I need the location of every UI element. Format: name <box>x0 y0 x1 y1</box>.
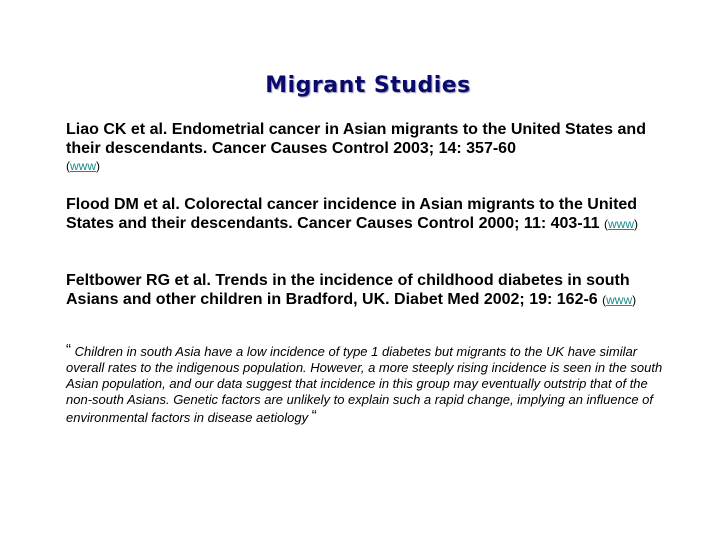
www-link[interactable]: www <box>606 293 633 307</box>
link-open-paren: ( <box>604 217 609 231</box>
reference-link-wrapper <box>602 293 636 307</box>
link-open-paren: ( <box>66 159 70 173</box>
link-close-paren: ) <box>632 293 637 307</box>
reference-item <box>66 120 666 174</box>
reference-item <box>66 195 666 234</box>
link-close-paren: ) <box>96 159 100 173</box>
reference-text: Feltbower RG et al. Trends in the incidence of childhood diabetes in south Asians and other children in Bradford, UK. Diabet Med 2002; 19: 162-6 <box>66 272 630 308</box>
quote-block <box>66 342 666 426</box>
link-open-paren: ( <box>602 293 607 307</box>
www-link[interactable]: www <box>70 159 96 173</box>
reference-text: Flood DM et al. Colorectal cancer incidence in Asian migrants to the United States and their descendants. Cancer Causes Control 2000; 11: 403-11 <box>66 196 638 232</box>
link-close-paren: ) <box>634 217 639 231</box>
reference-text: Liao CK et al. Endometrial cancer in Asian migrants to the United States and their descendants. Cancer Causes Control 2003; 14: 357-60 <box>66 121 646 157</box>
www-link[interactable]: www <box>608 217 635 231</box>
quote-text: Children in south Asia have a low incidence of type 1 diabetes but migrants to the UK have similar overall rates to the indigenous population. However, a more steeply rising incidence is seen in the south Asian population, and our data suggest that incidence in this group may eventually outstrip that of the non-south Asians. Genetic factors are unlikely to explain such a rapid change, implying an influence of environmental factors in disease aetiology <box>66 344 663 425</box>
close-quote-mark: “ <box>311 407 317 424</box>
open-quote-mark: “ <box>66 341 71 358</box>
reference-item <box>66 271 666 310</box>
slide-title: Migrant Studies <box>265 73 471 98</box>
reference-link-wrapper <box>604 217 638 231</box>
reference-link-wrapper <box>66 158 666 174</box>
